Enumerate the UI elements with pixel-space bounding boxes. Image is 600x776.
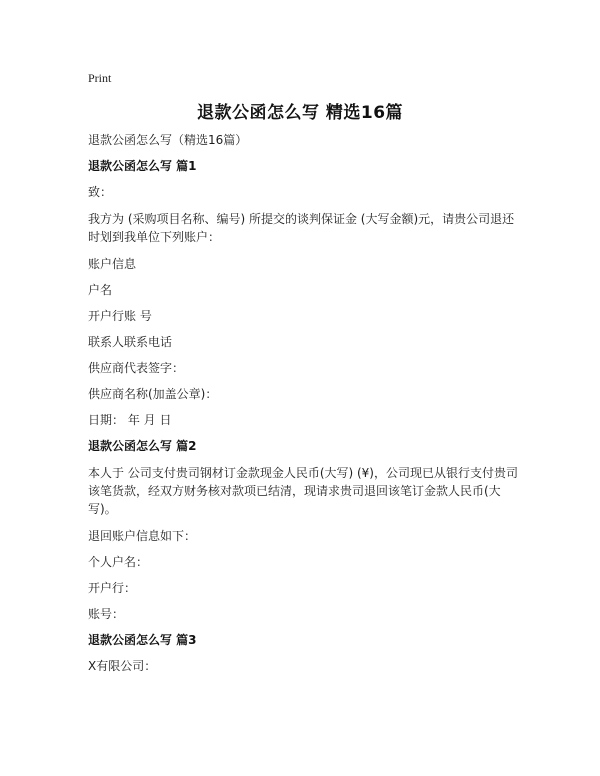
section-2-heading: 退款公函怎么写 篇2 — [88, 439, 197, 453]
account-info-label: 账户信息 — [88, 257, 137, 271]
personal-name-label: 个人户名： — [88, 555, 149, 569]
date-label: 日期： 年 月 日 — [88, 413, 172, 427]
section-2-body: 本人于 公司支付贵司钢材订金款现金人民币(大写) (¥)，公司现已从银行支付贵司该笔货款，经双方财务核对款项已结清，现请求贵司退回该笔订金款人民币(大写)。 — [88, 466, 518, 516]
document-subtitle: 退款公函怎么写（精选16篇） — [88, 133, 248, 147]
refund-info-label: 退回账户信息如下： — [88, 529, 197, 543]
supplier-name-label: 供应商名称(加盖公章)： — [88, 387, 218, 401]
bank-account-label: 开户行账 号 — [88, 309, 152, 323]
contact-label: 联系人联系电话 — [88, 335, 173, 349]
print-link[interactable]: Print — [88, 71, 112, 85]
account-name-label: 户名 — [88, 283, 113, 297]
section-1-body: 我方为 (采购项目名称、编号) 所提交的谈判保证金 (大写金额)元，请贵公司退还时划到我单位下列账户： — [88, 212, 515, 244]
supplier-rep-label: 供应商代表签字： — [88, 361, 185, 375]
section-1-greeting: 致： — [88, 185, 113, 199]
section-1-heading: 退款公函怎么写 篇1 — [88, 159, 197, 173]
company-label: X有限公司： — [88, 659, 157, 673]
section-3-heading: 退款公函怎么写 篇3 — [88, 633, 197, 647]
bank-label: 开户行： — [88, 581, 137, 595]
account-no-label: 账号： — [88, 607, 125, 621]
document-body — [88, 132, 520, 684]
page-title: 退款公函怎么写 精选16篇 — [196, 103, 404, 123]
